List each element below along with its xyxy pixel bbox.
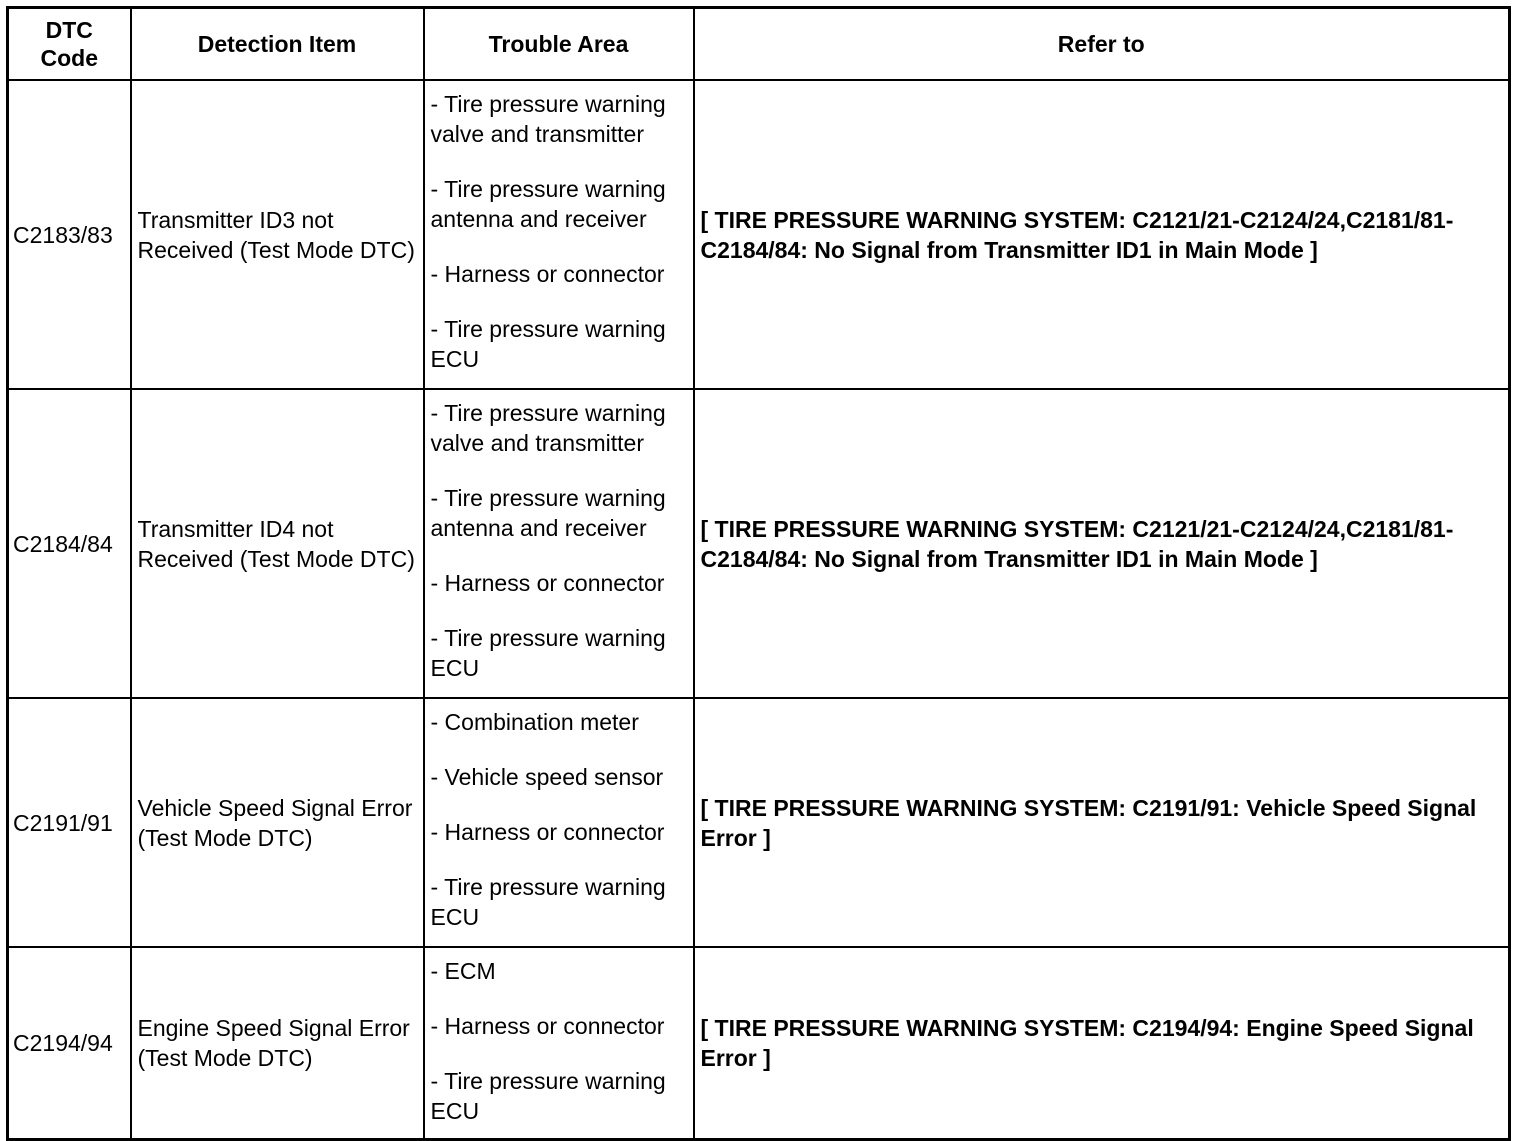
header-row — [8, 8, 1510, 81]
refer-to-link[interactable]: [ TIRE PRESSURE WARNING SYSTEM: C2191/91: Vehicle Speed Signal Error ] — [694, 698, 1510, 947]
table-row — [8, 698, 1510, 947]
trouble-item: - Vehicle speed sensor — [430, 764, 664, 790]
table-row — [8, 389, 1510, 698]
trouble-area — [424, 698, 694, 947]
detection-item: Engine Speed Signal Error (Test Mode DTC) — [131, 947, 424, 1140]
trouble-item: - Tire pressure warning valve and transmitter — [430, 91, 666, 147]
trouble-area — [424, 80, 694, 389]
trouble-item: - Tire pressure warning valve and transmitter — [430, 400, 666, 456]
trouble-item: - Tire pressure warning ECU — [430, 316, 666, 372]
trouble-area — [424, 947, 694, 1140]
detection-item: Transmitter ID4 not Received (Test Mode DTC) — [131, 389, 424, 698]
trouble-item: - Tire pressure warning ECU — [430, 874, 666, 930]
refer-to-link[interactable]: [ TIRE PRESSURE WARNING SYSTEM: C2194/94: Engine Speed Signal Error ] — [694, 947, 1510, 1140]
dtc-code: C2183/83 — [8, 80, 131, 389]
header-trouble-area: Trouble Area — [424, 8, 694, 81]
trouble-item: - ECM — [430, 958, 496, 984]
trouble-item: - Harness or connector — [430, 1013, 665, 1039]
table-row — [8, 947, 1510, 1140]
trouble-item: - Tire pressure warning antenna and receiver — [430, 485, 666, 541]
dtc-code: C2194/94 — [8, 947, 131, 1140]
trouble-item: - Tire pressure warning ECU — [430, 1068, 666, 1124]
trouble-item: - Combination meter — [430, 709, 639, 735]
refer-to-link[interactable]: [ TIRE PRESSURE WARNING SYSTEM: C2121/21-C2124/24,C2181/81-C2184/84: No Signal from Transmitter ID1 in Main Mode ] — [694, 80, 1510, 389]
trouble-area — [424, 389, 694, 698]
header-refer-to: Refer to — [694, 8, 1510, 81]
dtc-code: C2184/84 — [8, 389, 131, 698]
trouble-item: - Tire pressure warning antenna and receiver — [430, 176, 666, 232]
header-dtc-code: DTC Code — [8, 8, 131, 81]
trouble-item: - Tire pressure warning ECU — [430, 625, 666, 681]
trouble-item: - Harness or connector — [430, 819, 665, 845]
dtc-table — [6, 6, 1511, 1141]
refer-to-link[interactable]: [ TIRE PRESSURE WARNING SYSTEM: C2121/21-C2124/24,C2181/81-C2184/84: No Signal from Transmitter ID1 in Main Mode ] — [694, 389, 1510, 698]
trouble-item: - Harness or connector — [430, 570, 665, 596]
header-detection-item: Detection Item — [131, 8, 424, 81]
dtc-code: C2191/91 — [8, 698, 131, 947]
table-row — [8, 80, 1510, 389]
detection-item: Transmitter ID3 not Received (Test Mode DTC) — [131, 80, 424, 389]
detection-item: Vehicle Speed Signal Error (Test Mode DTC) — [131, 698, 424, 947]
trouble-item: - Harness or connector — [430, 261, 665, 287]
